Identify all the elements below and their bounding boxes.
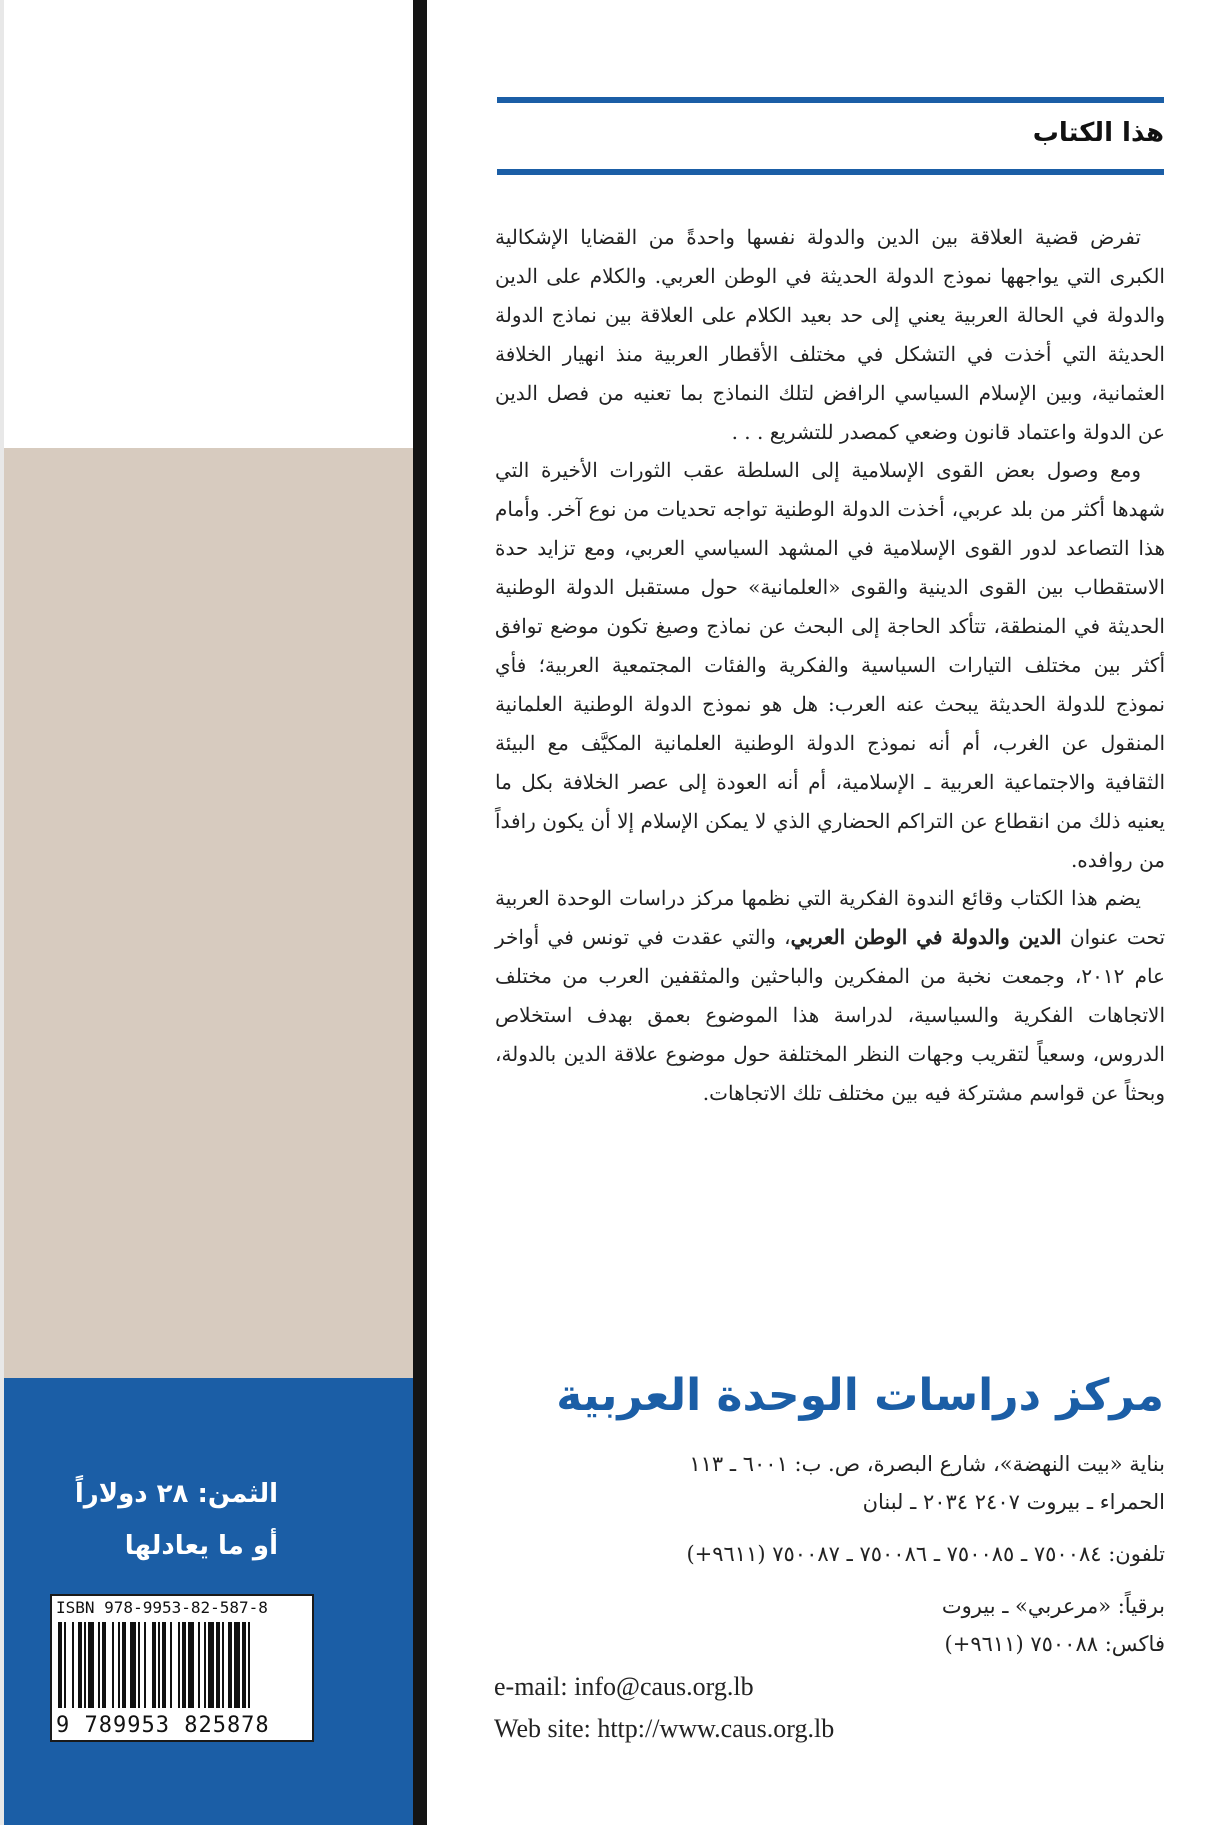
price-amount: الثمن: ٢٨ دولاراً — [74, 1479, 278, 1509]
barcode-digits: 9 789953 825878 — [56, 1713, 270, 1738]
symposium-title: الدين والدولة في الوطن العربي — [790, 925, 1062, 950]
description-paragraph: تفرض قضية العلاقة بين الدين والدولة نفسها واحدةً من القضايا الإشكالية الكبرى التي يواجهها نموذج الدولة الحديثة في الوطن العربي. والكلام على الدين والدولة في الحالة العربية يعني إلى حد بعيد الكلام على العلاقة بين نماذج الدولة الحديثة التي أخذت في التشكل في مختلف الأقطار العربية منذ انهيار الخلافة العثمانية، وبين الإسلام السياسي الرافض لتلك النماذج بما تعنيه من فصل الدين عن الدولة واعتماد قانون وضعي كمصدر للتشريع . . . — [495, 225, 1165, 444]
email-address: e-mail: info@caus.org.lb — [494, 1672, 754, 1701]
section-title: هذا الكتاب — [1032, 118, 1164, 148]
price-block — [18, 1468, 278, 1572]
cover-panel-top — [0, 0, 413, 448]
publisher-contact — [495, 1445, 1165, 1663]
cover-panel-beige — [0, 448, 413, 1378]
address-line-2: الحمراء ـ بيروت ٢٤٠٧ ٢٠٣٤ ـ لبنان — [862, 1490, 1165, 1514]
description-paragraph: ومع وصول بعض القوى الإسلامية إلى السلطة عقب الثورات الأخيرة التي شهدها أكثر من بلد عربي، أخذت الدولة الوطنية تواجه تحديات من نوع آخر. وأمام هذا التصاعد لدور القوى الإسلامية في المشهد السياسي العربي، ومع تزايد حدة الاستقطاب بين القوى الدينية والقوى «العلمانية» حول مستقبل الدولة الوطنية الحديثة في المنطقة، تتأكد الحاجة إلى البحث عن نماذج وصيغ تكون موضع توافق أكثر بين مختلف التيارات السياسية والفكرية والفئات المجتمعية العربية؛ فأي نموذج للدولة الحديثة يبحث عنه العرب: هل هو نموذج الدولة الوطنية العلمانية المنقول عن الغرب، أم أنه نموذج الدولة الوطنية العلمانية المكيَّف مع البيئة الثقافية والاجتماعية العربية ـ الإسلامية، أم أنه العودة إلى عصر الخلافة بكل ما يعنيه ذلك من انقطاع عن التراكم الحضاري الذي لا يمكن الإسلام إلا أن يكون رافداً من روافده. — [495, 458, 1165, 872]
publisher-name: مركز دراسات الوحدة العربية — [556, 1370, 1164, 1421]
title-rule-top — [497, 97, 1164, 103]
book-description — [495, 218, 1165, 1113]
address-line-1: بناية «بيت النهضة»، شارع البصرة، ص. ب: ٦٠٠١ ـ ١١٣ — [689, 1452, 1165, 1476]
barcode-bars — [58, 1622, 308, 1708]
website-link: Web site: http://www.caus.org.lb — [494, 1714, 835, 1743]
isbn-label: ISBN 978-9953-82-587-8 — [56, 1598, 268, 1617]
isbn-barcode — [50, 1594, 314, 1742]
price-equivalent: أو ما يعادلها — [124, 1531, 278, 1561]
page-edge — [0, 0, 4, 1825]
description-paragraph-closing: يضم هذا الكتاب وقائع الندوة الفكرية التي نظمها مركز دراسات الوحدة العربية تحت عنوان الدين والدولة في الوطن العربي، والتي عقدت في تونس في أواخر عام ٢٠١٢، وجمعت نخبة من المفكرين والباحثين والمثقفين العرب من مختلف الاتجاهات الفكرية والسياسية، لدراسة هذا الموضوع بعمق بهدف استخلاص الدروس، وسعياً لتقريب وجهات النظر المختلفة حول موضوع علاقة الدين بالدولة، وبحثاً عن قواسم مشتركة فيه بين مختلف تلك الاتجاهات. — [495, 886, 1166, 1105]
title-rule-bottom — [497, 169, 1164, 175]
fax-number: فاكس: ٧٥٠٠٨٨ (٩٦١١+) — [944, 1632, 1165, 1656]
phone-numbers: تلفون: ٧٥٠٠٨٤ ـ ٧٥٠٠٨٥ ـ ٧٥٠٠٨٦ ـ ٧٥٠٠٨٧ (٩٦١١+) — [686, 1542, 1165, 1566]
spine-divider — [413, 0, 427, 1825]
cable-address: برقياً: «مرعربي» ـ بيروت — [941, 1594, 1165, 1618]
